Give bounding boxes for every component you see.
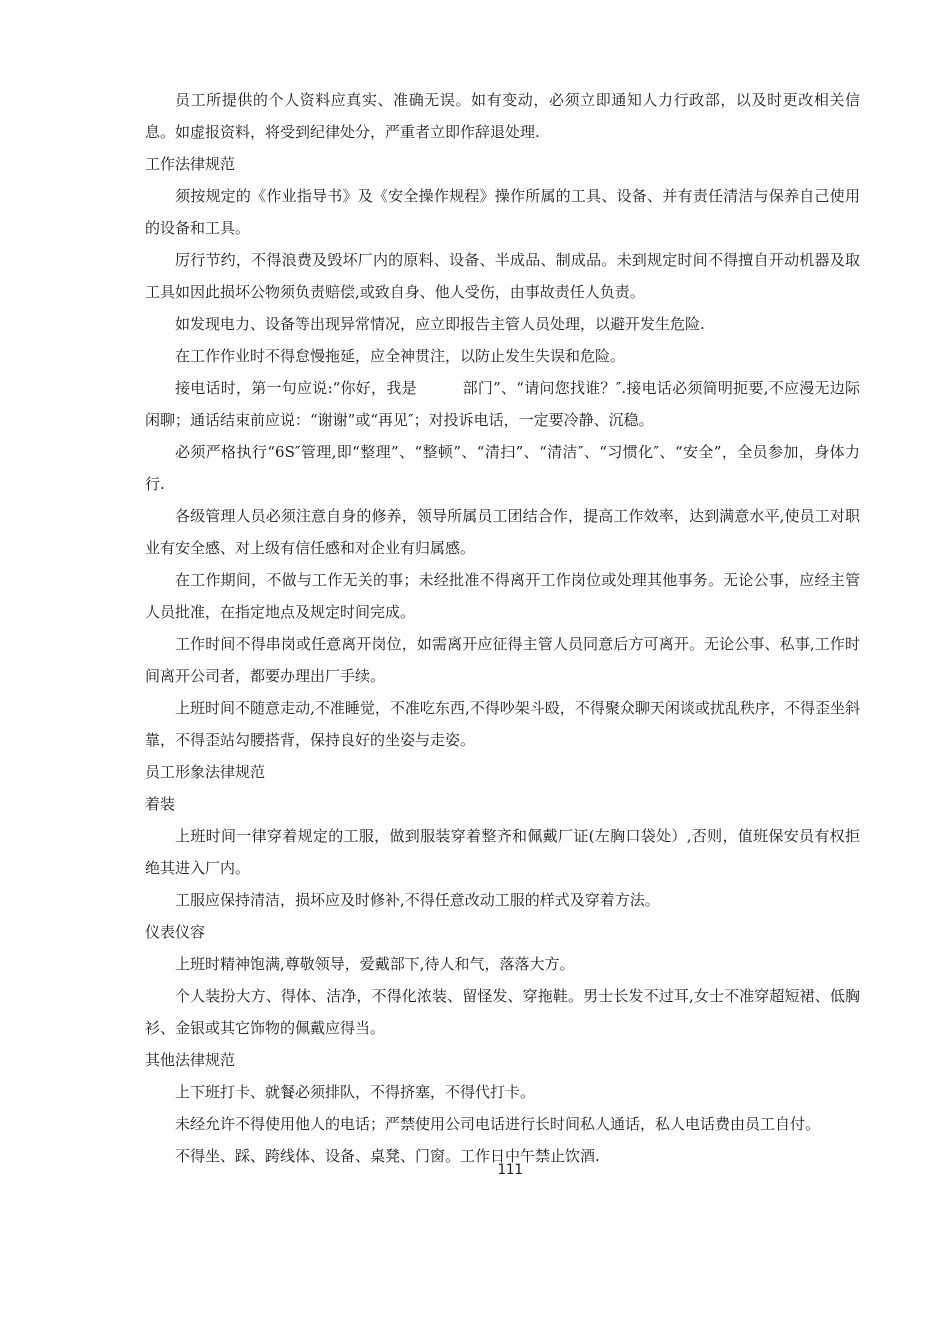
paragraph: 上班时间一律穿着规定的工服，做到服装穿着整齐和佩戴厂证(左胸口袋处）,否则，值班保安员有权拒绝其进入厂内。 xyxy=(145,827,860,877)
paragraph: 必须严格执行“6S″管理,即“整理”、“整顿”、“清扫”、“清洁″、“习惯化″、“安全”，全员参加，身体力行. xyxy=(145,443,860,493)
paragraph: 上班时间不随意走动,不准睡觉，不准吃东西,不得吵架斗殴，不得聚众聊天闲谈或扰乱秩序，不得歪坐斜靠，不得歪站勾腰搭背，保持良好的坐姿与走姿。 xyxy=(145,699,860,749)
paragraph: 上班时精神饱满,尊敬领导，爱戴部下,待人和气，落落大方。 xyxy=(175,955,575,973)
paragraph: 各级管理人员必须注意自身的修养，领导所属员工团结合作，提高工作效率，达到满意水平,使员工对职业有安全感、对上级有信任感和对企业有归属感。 xyxy=(145,507,860,557)
paragraph: 厉行节约，不得浪费及毁坏厂内的原料、设备、半成品、制成品。未到规定时间不得擅自开动机器及取工具如因此损坏公物须负责赔偿,或致自身、他人受伤，由事故责任人负责。 xyxy=(145,251,860,301)
paragraph: 在工作期间，不做与工作无关的事；未经批准不得离开工作岗位或处理其他事务。无论公事，应经主管人员批准，在指定地点及规定时间完成。 xyxy=(145,571,860,621)
paragraph: 须按规定的《作业指导书》及《安全操作规程》操作所属的工具、设备、并有责任清洁与保养自己使用的设备和工具。 xyxy=(145,187,860,237)
paragraph: 工服应保持清洁，损坏应及时修补,不得任意改动工服的样式及穿着方法。 xyxy=(175,891,660,909)
paragraph: 个人装扮大方、得体、洁净，不得化浓装、留怪发、穿拖鞋。男士长发不过耳,女士不准穿超短裙、低胸衫、金银或其它饰物的佩戴应得当。 xyxy=(145,987,860,1037)
paragraph: 接电话时，第一句应说:“你好，我是 部门”、“请问您找谁？″.接电话必须简明扼要,不应漫无边际闲聊；通话结束前应说：“谢谢”或“再见″；对投诉电话，一定要冷静、沉稳。 xyxy=(145,379,860,429)
section-heading: 工作法律规范 xyxy=(145,155,236,173)
page-number: 111 xyxy=(497,1162,523,1178)
subsection-heading: 仪表仪容 xyxy=(145,923,206,941)
paragraph: 上下班打卡、就餐必须排队，不得挤塞，不得代打卡。 xyxy=(175,1083,536,1101)
paragraph: 工作时间不得串岗或任意离开岗位，如需离开应征得主管人员同意后方可离开。无论公事、私事,工作时间离开公司者，都要办理出厂手续。 xyxy=(145,635,860,685)
section-heading: 员工形象法律规范 xyxy=(145,763,266,781)
paragraph: 在工作作业时不得怠慢拖延，应全神贯注，以防止发生失误和危险。 xyxy=(175,347,626,365)
paragraph: 如发现电力、设备等出现异常情况，应立即报告主管人员处理，以避开发生危险. xyxy=(175,315,705,333)
paragraph: 不得坐、踩、跨线体、设备、桌凳、门窗。工作日中午禁止饮酒. xyxy=(175,1147,600,1165)
paragraph: 未经允许不得使用他人的电话；严禁使用公司电话进行长时间私人通话，私人电话费由员工自付。 xyxy=(175,1115,821,1133)
section-heading: 其他法律规范 xyxy=(145,1051,236,1069)
document-body xyxy=(145,84,860,1172)
subsection-heading: 着装 xyxy=(145,795,176,813)
paragraph: 员工所提供的个人资料应真实、准确无误。如有变动，必须立即通知人力行政部，以及时更改相关信息。如虚报资料，将受到纪律处分，严重者立即作辞退处理. xyxy=(145,91,860,141)
